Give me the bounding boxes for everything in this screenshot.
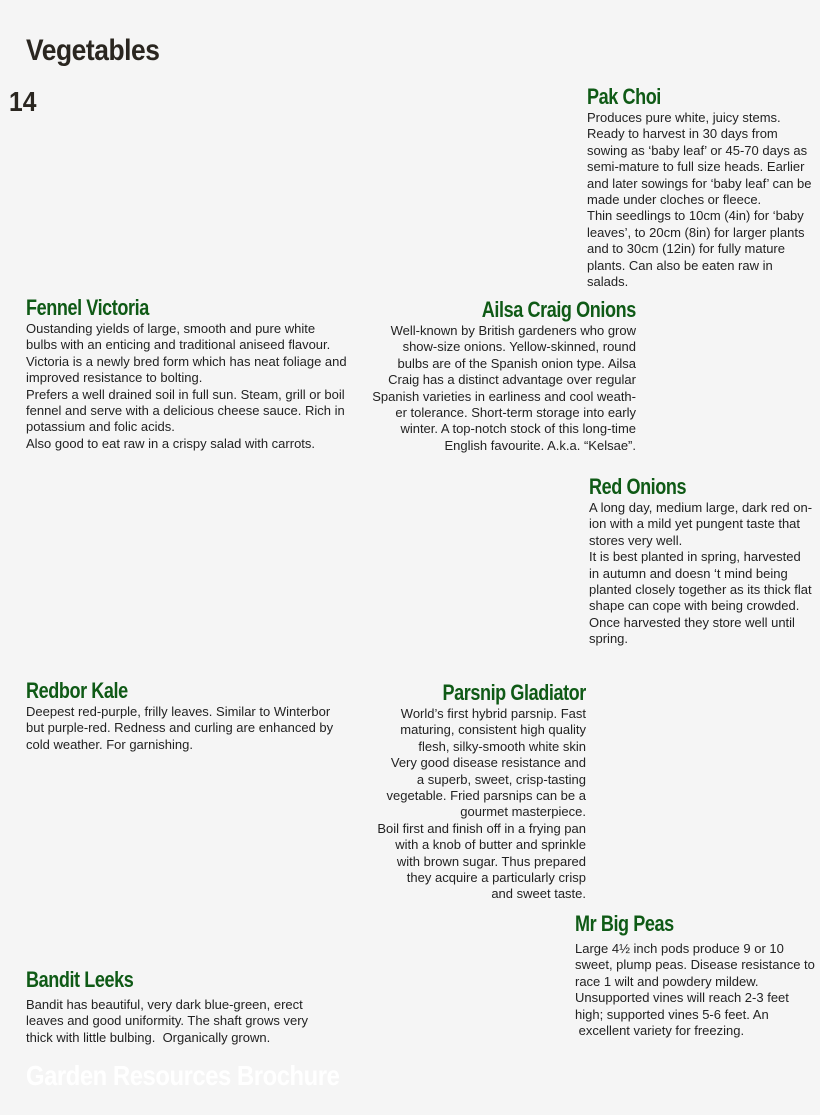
- description-line: Large 4½ inch pods produce 9 or 10: [575, 941, 784, 956]
- description-line: Also good to eat raw in a crispy salad with carrots.: [26, 435, 316, 451]
- page-title: Vegetables: [26, 34, 160, 67]
- description-line: Bandit has beautiful, very dark blue-green, erect: [26, 997, 303, 1012]
- footer-brochure-title: Garden Resources Brochure: [26, 1060, 340, 1091]
- entry-description: [589, 500, 815, 648]
- description-line: with a knob of butter and sprinkle: [395, 837, 586, 853]
- entry-title: Parsnip Gladiator: [442, 680, 586, 705]
- description-line: improved resistance to bolting.: [26, 370, 203, 386]
- description-line: Victoria is a newly bred form which has neat foliage and: [26, 353, 347, 369]
- description-line: Prefers a well drained soil in full sun. Steam, grill or boil: [26, 386, 345, 402]
- description-line: thick with little bulbing. Organically grown.: [26, 1029, 271, 1045]
- description-line: Unsupported vines will reach 2-3 feet: [575, 990, 789, 1006]
- entry-title: Bandit Leeks: [26, 967, 134, 992]
- description-line: spring.: [589, 631, 629, 647]
- description-line: A long day, medium large, dark red on-: [589, 500, 813, 515]
- description-line: It is best planted in spring, harvested: [589, 549, 801, 565]
- description-line: bulbs with an enticing and traditional aniseed flavour.: [26, 337, 331, 353]
- description-line: shape can cope with being crowded.: [589, 598, 800, 614]
- entry-mr-big-peas: [575, 911, 815, 1039]
- description-line: show-size onions. Yellow-skinned, round: [402, 339, 636, 355]
- description-line: race 1 wilt and powdery mildew.: [575, 973, 759, 989]
- description-line: leaves and good uniformity. The shaft grows very: [26, 1013, 309, 1029]
- description-line: with brown sugar. Thus prepared: [396, 853, 586, 869]
- description-line: er tolerance. Short-term storage into early: [395, 405, 636, 421]
- entry-parsnip-gladiator: [356, 680, 586, 903]
- description-line: Thin seedlings to 10cm (4in) for ‘baby: [587, 208, 804, 224]
- description-line: English favourite. A.k.a. “Kelsae”.: [444, 437, 636, 453]
- entry-description: [26, 321, 356, 452]
- description-line: excellent variety for freezing.: [575, 1023, 745, 1039]
- entry-description: [356, 706, 586, 903]
- description-line: Oustanding yields of large, smooth and pure white: [26, 321, 316, 336]
- entry-description: [26, 997, 326, 1046]
- description-line: World’s first hybrid parsnip. Fast: [400, 706, 586, 721]
- entry-title: Red Onions: [589, 474, 687, 499]
- entry-description: [587, 110, 815, 290]
- description-line: ion with a mild yet pungent taste that: [589, 516, 801, 532]
- entry-red-onions: [589, 474, 815, 648]
- description-line: Deepest red-purple, frilly leaves. Similar to Winterbor: [26, 704, 331, 719]
- entry-pak-choi: [587, 84, 815, 290]
- description-line: Spanish varieties in earliness and cool weath-: [372, 388, 636, 404]
- description-line: sowing as ‘baby leaf’ or 45-70 days as: [587, 142, 808, 158]
- entry-title: Mr Big Peas: [575, 911, 674, 936]
- entry-redbor-kale: [26, 678, 346, 753]
- entry-title: Pak Choi: [587, 84, 661, 109]
- page-number: 14: [9, 86, 37, 117]
- description-line: and later sowings for ‘baby leaf’ can be: [587, 175, 812, 191]
- description-line: flesh, silky-smooth white skin: [418, 738, 586, 754]
- entry-ailsa-craig-onions: [366, 297, 636, 454]
- description-line: Produces pure white, juicy stems.: [587, 110, 781, 125]
- description-line: Once harvested they store well until: [589, 614, 795, 630]
- description-line: planted closely together as its thick flat: [589, 582, 812, 598]
- description-line: sweet, plump peas. Disease resistance to: [575, 957, 815, 973]
- description-line: and sweet taste.: [491, 886, 586, 902]
- description-line: fennel and serve with a delicious cheese sauce. Rich in: [26, 403, 345, 419]
- description-line: winter. A top-notch stock of this long-time: [400, 421, 636, 437]
- description-line: plants. Can also be eaten raw in salads.: [587, 257, 773, 290]
- description-line: potassium and folic acids.: [26, 419, 175, 435]
- entry-title: Ailsa Craig Onions: [481, 297, 636, 322]
- description-line: maturing, consistent high quality: [400, 722, 586, 738]
- description-line: in autumn and doesn ‘t mind being: [589, 565, 788, 581]
- entry-bandit-leeks: [26, 967, 326, 1046]
- description-line: Craig has a distinct advantage over regular: [388, 372, 636, 388]
- description-line: Very good disease resistance and: [390, 755, 586, 771]
- description-line: gourmet masterpiece.: [460, 804, 586, 820]
- entry-fennel-victoria: [26, 295, 356, 452]
- entry-title: Redbor Kale: [26, 678, 128, 703]
- description-line: high; supported vines 5-6 feet. An: [575, 1006, 769, 1022]
- description-line: vegetable. Fried parsnips can be a: [386, 788, 586, 804]
- description-line: stores very well.: [589, 532, 683, 548]
- description-line: bulbs are of the Spanish onion type. Ailsa: [397, 355, 636, 371]
- entry-title: Fennel Victoria: [26, 295, 149, 320]
- description-line: Well-known by British gardeners who grow: [390, 323, 636, 338]
- entry-description: [575, 941, 815, 1039]
- description-line: a superb, sweet, crisp-tasting: [416, 771, 586, 787]
- description-line: made under cloches or fleece.: [587, 192, 762, 208]
- description-line: semi-mature to full size heads. Earlier: [587, 159, 805, 175]
- description-line: cold weather. For garnishing.: [26, 736, 193, 752]
- entry-description: [26, 704, 346, 753]
- description-line: they acquire a particularly crisp: [406, 870, 586, 886]
- description-line: leaves’, to 20cm (8in) for larger plants: [587, 224, 805, 240]
- description-line: Ready to harvest in 30 days from: [587, 126, 778, 142]
- entry-description: [366, 323, 636, 454]
- description-line: but purple-red. Redness and curling are enhanced by: [26, 720, 334, 736]
- description-line: and to 30cm (12in) for fully mature: [587, 241, 785, 257]
- description-line: Boil first and finish off in a frying pan: [377, 820, 586, 836]
